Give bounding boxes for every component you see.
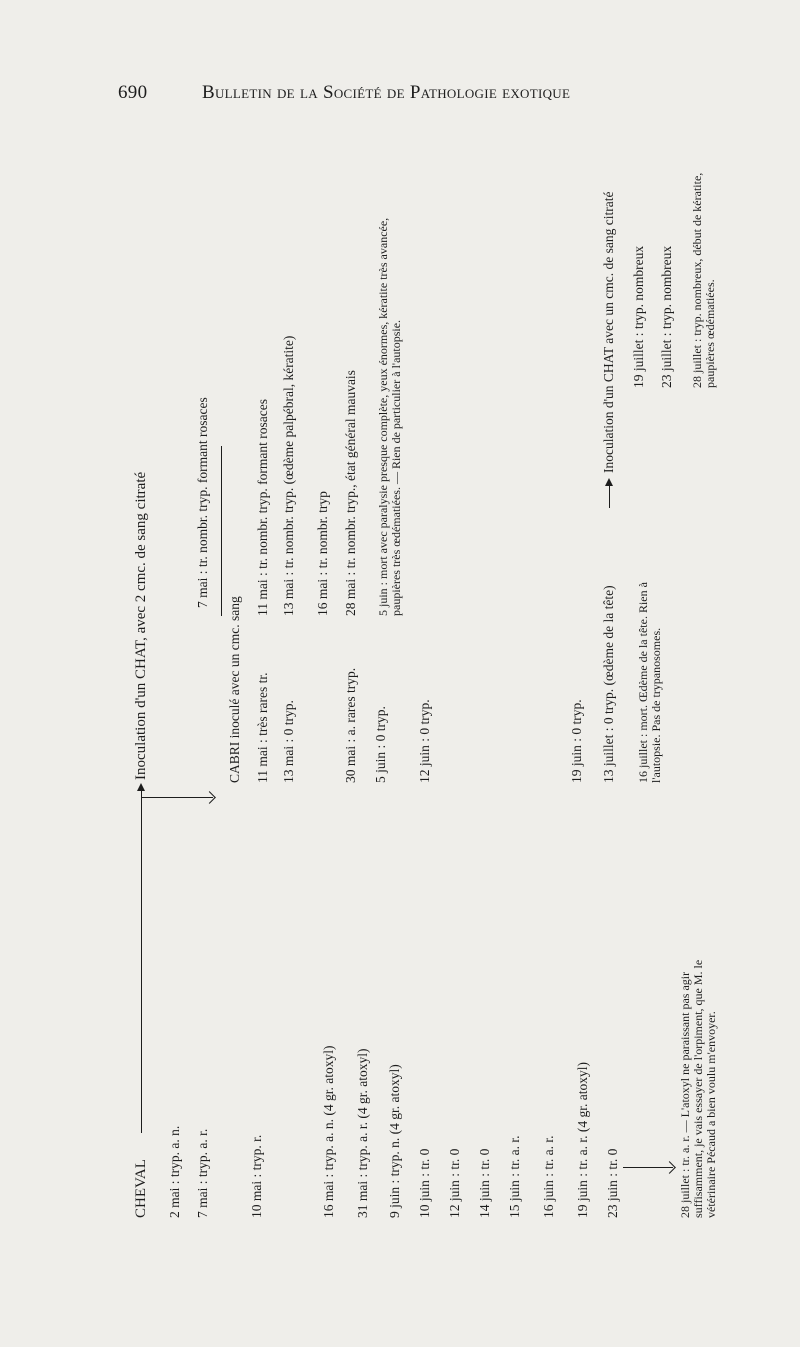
chat2-entry: 19 juillet : tryp. nombreux bbox=[631, 245, 646, 388]
chat2-entry: 28 juillet : tryp. nombreux, début de kératite, paupières œdématiées. bbox=[690, 172, 717, 388]
running-title: Bulletin de la Société de Pathologie exotique bbox=[202, 82, 571, 103]
chat1-entry: 5 juin : mort avec paralysie presque complète, yeux énormes, kératite très avancée, paupières très œdématiées. — Rien de particulier à l'autopsie. bbox=[376, 217, 403, 616]
cabri-entry: 5 juin : 0 tryp. bbox=[373, 706, 388, 783]
connector-line bbox=[221, 446, 222, 616]
page-header bbox=[118, 82, 678, 112]
chat1-entry: 28 mai : tr. nombr. tryp., état général mauvais bbox=[343, 370, 358, 616]
chat2-entry: 23 juillet : tryp. nombreux bbox=[659, 245, 674, 388]
cheval-entry: 7 mai : tryp. a. r. bbox=[195, 1128, 210, 1218]
cheval-final-note: 28 juillet : tr. a. r. — L'atoxyl ne paraissant pas agir suffisamment, je vais essayer de l'orpiment, que M. le vétérinaire Pécaud a bien voulu m'envoyer. bbox=[678, 959, 718, 1218]
chat2-title: Inoculation d'un CHAT avec un cmc. de sang citraté bbox=[601, 191, 616, 473]
cabri-entry: 16 juillet : mort. Œdème de la tête. Rien à l'autopsie. Pas de trypanosomes. bbox=[636, 582, 663, 783]
arrow-down-icon bbox=[663, 1161, 676, 1174]
cheval-entry: 16 mai : tryp. a. n. (4 gr. atoxyl) bbox=[321, 1045, 336, 1218]
cheval-entry: 23 juin : tr. 0 bbox=[605, 1148, 620, 1218]
cheval-entry: 14 juin : tr. 0 bbox=[477, 1148, 492, 1218]
connector-line bbox=[141, 791, 142, 1133]
cheval-entry: 12 juin : tr. 0 bbox=[447, 1148, 462, 1218]
page-number: 690 bbox=[118, 82, 148, 103]
arrow-icon bbox=[137, 783, 145, 791]
cheval-entry: 31 mai : tryp. a. r. (4 gr. atoxyl) bbox=[355, 1048, 370, 1218]
cabri-entry: 11 mai : très rares tr. bbox=[255, 672, 270, 783]
cheval-entry: 10 mai : tryp. r. bbox=[249, 1134, 264, 1218]
arrow-down-icon bbox=[203, 791, 216, 804]
connector-line bbox=[609, 486, 610, 508]
cheval-entry: 15 juin : tr. a. r. bbox=[507, 1135, 522, 1218]
cheval-entry: 9 juin : tryp. n. (4 gr. atoxyl) bbox=[387, 1064, 402, 1218]
chat1-entry: 13 mai : tr. nombr. tryp. (œdème palpébral, kératite) bbox=[281, 335, 296, 616]
cabri-entry: 30 mai : a. rares tryp. bbox=[343, 667, 358, 783]
cabri-entry: 13 juillet : 0 tryp. (œdème de la tête) bbox=[601, 585, 616, 783]
cabri-entry: 12 juin : 0 tryp. bbox=[417, 699, 432, 783]
cabri-title: CABRI inoculé avec un cmc. sang bbox=[227, 596, 242, 783]
chat1-entry: 16 mai : tr. nombr. tryp bbox=[315, 491, 330, 616]
chat1-subtitle: 7 mai : tr. nombr. tryp. formant rosaces bbox=[195, 397, 210, 608]
cheval-entry: 10 juin : tr. 0 bbox=[417, 1148, 432, 1218]
chat1-title: Inoculation d'un CHAT, avec 2 cmc. de sang citraté bbox=[133, 471, 149, 780]
inoculation-flowchart bbox=[105, 128, 745, 1228]
cheval-title: CHEVAL bbox=[133, 1159, 149, 1218]
cabri-entry: 13 mai : 0 tryp. bbox=[281, 700, 296, 783]
chat1-entry: 11 mai : tr. nombr. tryp. formant rosaces bbox=[255, 399, 270, 616]
cheval-entry: 16 juin : tr. a. r. bbox=[541, 1135, 556, 1218]
cheval-entry: 2 mai : tryp. a. n. bbox=[167, 1125, 182, 1218]
arrow-icon bbox=[605, 478, 613, 486]
cheval-entry: 19 juin : tr. a. r. (4 gr. atoxyl) bbox=[575, 1062, 590, 1218]
cabri-entry: 19 juin : 0 tryp. bbox=[569, 699, 584, 783]
rotated-table-area bbox=[105, 128, 745, 1228]
